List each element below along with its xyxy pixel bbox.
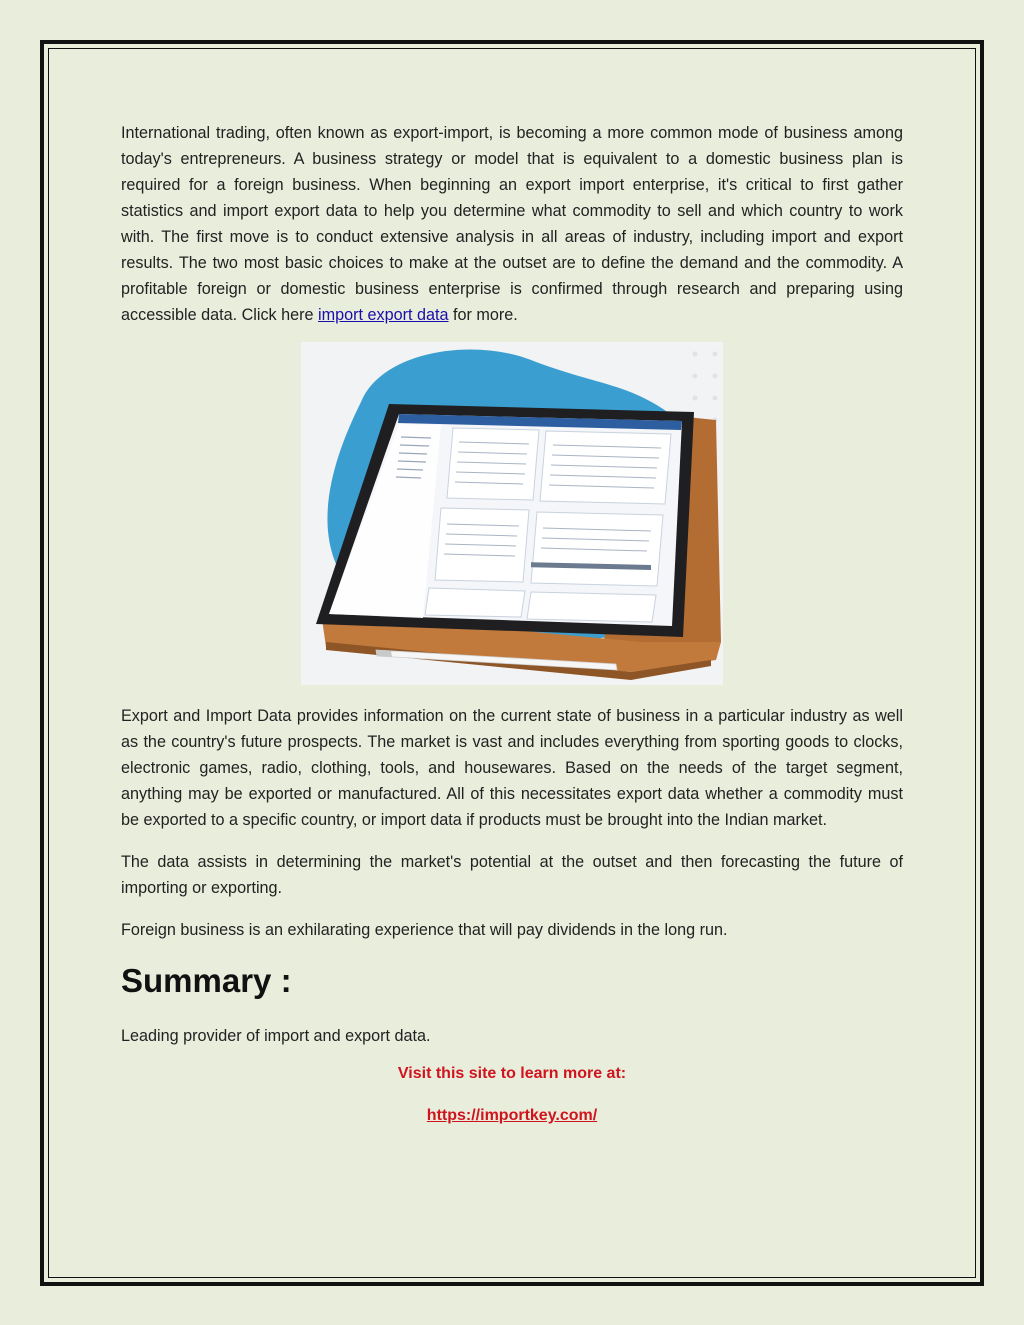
body-paragraph-2: The data assists in determining the market's potential at the outset and then forecasting the future of importing or exporting.: [121, 853, 903, 897]
importkey-url-link[interactable]: https://importkey.com/: [426, 1107, 598, 1124]
summary-text: Leading provider of import and export data.: [121, 1027, 431, 1045]
summary-heading: Summary :: [121, 962, 292, 999]
body-paragraph-3: Foreign business is an exhilarating experience that will pay dividends in the long run.: [121, 921, 728, 939]
body-paragraph-1: Export and Import Data provides information on the current state of business in a particular industry as well as the country's future prospects. The market is vast and includes everything from sporting goods to clocks, electronic games, radio, clothing, tools, and housewares. Based on the needs of the target segment, anything may be exported or manufactured. All of this necessitates export data whether a commodity must be exported to a specific country, or import data if products must be brought into the Indian market.: [121, 707, 903, 829]
intro-tail: for more.: [448, 306, 518, 324]
intro-section: [121, 120, 903, 344]
import-export-data-link[interactable]: import export data: [318, 306, 449, 324]
visit-site-label: Visit this site to learn more at:: [397, 1065, 627, 1082]
tablet-dashboard-image: [301, 342, 723, 685]
intro-text: International trading, often known as export-import, is becoming a more common mode of business among today's entrepreneurs. A business strategy or model that is equivalent to a domestic business plan is required for a foreign business. When beginning an export import enterprise, it's critical to first gather statistics and import export data to help you determine what commodity to sell and which country to work with. The first move is to conduct extensive analysis in all areas of industry, including import and export results. The two most basic choices to make at the outset are to define the demand and the commodity. A profitable foreign or domestic business enterprise is confirmed through research and preparing using accessible data. Click here: [121, 124, 903, 324]
tablet-illustration: [301, 342, 723, 685]
body-section: [121, 703, 903, 1125]
intro-paragraph: [121, 120, 903, 328]
